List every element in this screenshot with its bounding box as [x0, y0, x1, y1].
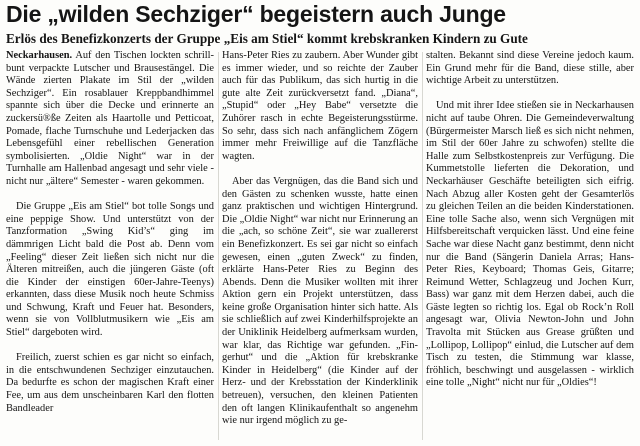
article-column-3 — [426, 50, 634, 444]
article-subheadline: Erlös des Benefizkonzerts der Gruppe „Eis am Stiel“ kommt krebskranken Kindern zu Gute — [6, 31, 528, 46]
article-paragraph: Hans-Peter Ries zu zaubern. Aber Wunder gibt es immer wieder, und so reichte der Zauber auch für das Publikum, das sich hurtig in die gute alte Zeit zurückversetzt fand. „Diana“, „Stupid“ oder „Hey Babe“ versetzte die Zuhörer rasch in echte Begeisterungsstürme. So sehr, dass sich nach anfänglichem Zögern immer mehr Freiwillige auf die Tanzfläche wagten. — [222, 50, 418, 162]
article-column-1 — [6, 50, 214, 444]
article-dateline: Neckarhausen. — [6, 50, 73, 61]
column-divider — [422, 52, 423, 440]
article-paragraph — [6, 50, 214, 189]
paragraph-text: Auf den Tischen lockten schrill-bunt verpackte Lutscher und Brausestängel. Die Wände zierten Plakate im Stil der „wilden Sechziger“. Ein rosablauer Kreppbandhimmel spannte sich über die Decke und erinnerte an zuckersü®ße Zeiten als Haartolle und Petticoat, Pomade, flache Turnschuhe und Lederjacken das Lebensgefühl einer rebellischen Generation symbolisierten. „Oldie Night“ war in der Turnhalle am Hallenbad angesagt und sehr viele - nicht nur „ältere“ Semester - waren gekommen. — [6, 50, 214, 187]
article-paragraph: Die Gruppe „Eis am Stiel“ bot tolle Songs und eine peppige Show. Und unterstützt von der Tanzformation „Swing Kid’s“ ging im dämmrigen Licht bald die Post ab. Denn vom „Feeling“ dieser Zeit ließen sich nicht nur die Älteren mitreißen, auch die jüngeren Gäste (oft die Kinder der einstigen 60er-Jahre-Teenys) erkannten, dass diese Musik noch heute Schmiss und Schwung, Kraft und Feuer hat. Besonders, wenn sie von Vollblutmusikern wie „Eis am Stiel“ dargeboten wird. — [6, 201, 214, 339]
column-divider — [218, 52, 219, 440]
article-paragraph: Und mit ihrer Idee stießen sie in Neckarhausen nicht auf taube Ohren. Die Gemeindeverwaltung (Bürgermeister Marsch ließ es sich nicht nehmen, im Stil der 60er Jahre zu schwofen) stellte die Halle zum Selbstkostenpreis zur Verfügung. Die Kummetstolle lieferten die Dekoration, und Neckarhäuser Geschäfte beteiligten sich eifrig. Nach Abzug aller Kosten geht der Gesamterlös zu gleichen Teilen an die beiden Kinderstationen. Eine tolle Sache also, wenn sich Vergnügen mit Hilfsbereitschaft verquicken lässt. Und eine feine Sache war diese Nacht ganz bestimmt, denn nicht nur die Band (Sängerin Daniela Arras; Hans-Peter Ries, Keyboard; Thomas Geis, Gitarre; Reimund Wetter, Schlagzeug und Jochen Kurr, Bass) war ganz mit dem Herzen dabei, auch die Gäste legten so richtig los. Egal ob Rock’n Roll angesagt war, Olivia Newton-John und John Travolta mit Stücken aus Grease grüßten und „Lollipop, Lollipop“ einlud, die Lutscher auf dem Tisch zu testen, die Stimmung war klasse, fröhlich, beschwingt und ausgelassen - wirklich eine tolle „Night“ nicht nur für „Oldies“! — [426, 100, 634, 389]
article-paragraph: Aber das Vergnügen, das die Band sich und den Gästen zu schenken wusste, hatte einen ganz praktischen und wichtigen Hintergrund. Die „Oldie Night“ war nicht nur Erinnerung an die „ach, so schöne Zeit“, sie war zuallererst ein Benefizkonzert. Es sei gar nicht so einfach gewesen, einen „guten Zweck“ zu finden, erklärte Hans-Peter Ries zu Beginn des Abends. Denn die Musiker wollten mit ihrer Aktion gern ein Projekt unterstützen, dass keine große Organisation hinter sich hatte. Als sie schließlich auf zwei Kinderhilfsprojekte an der Uniklinik Heidelberg aufmerksam wurden, war klar, das Richtige war gefunden. „Fingerhut“ und die „Aktion für krebskranke Kinder in Heidelberg“ (die Kinder auf der Herz- und der Krebsstation der Kinderklinik betreuen), versuchen, den kleinen Patienten den oft langen Klinikaufenthalt so angenehm wie nur irgend möglich zu ge- — [222, 175, 418, 427]
article-column-2 — [222, 50, 418, 444]
article-paragraph: stalten. Bekannt sind diese Vereine jedoch kaum. Ein Grund mehr für die Band, diese stille, aber wichtige Arbeit zu unterstützen. — [426, 50, 634, 87]
article-headline: Die „wilden Sechziger“ begeistern auch Junge — [6, 1, 506, 27]
article-paragraph: Freilich, zuerst schien es gar nicht so einfach, in die entschwundenen Sechziger einzutauchen. Da bedurfte es schon der magischen Kraft einer Fee, um aus dem unscheinbaren Karl den flotten Bandleader — [6, 352, 214, 414]
